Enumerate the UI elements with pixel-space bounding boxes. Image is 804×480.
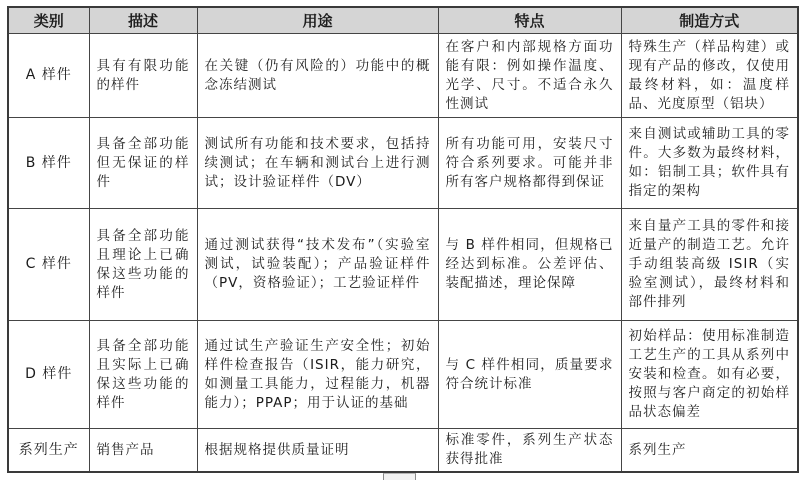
column-header-category: 类别 xyxy=(8,7,89,34)
cell-usage: 在关键（仍有风险的）功能中的概念冻结测试 xyxy=(197,34,438,118)
cell-description: 销售产品 xyxy=(89,429,197,473)
cell-manufacturing: 来自测试或辅助工具的零件。大多数为最终材料，如：铝制工具；软件具有指定的架构 xyxy=(621,118,798,209)
cell-usage: 根据规格提供质量证明 xyxy=(197,429,438,473)
cell-description: 具备全部功能且实际上已确保这些功能的样件 xyxy=(89,321,197,429)
cell-features: 与 B 样件相同，但规格已经达到标准。公差评估、装配描述，理论保障 xyxy=(438,209,621,321)
table-row-a-sample xyxy=(8,34,798,118)
table-row-b-sample xyxy=(8,118,798,209)
column-header-features: 特点 xyxy=(438,7,621,34)
cell-usage: 测试所有功能和技术要求，包括持续测试；在车辆和测试台上进行测试；设计验证样件（DV） xyxy=(197,118,438,209)
cell-category: 系列生产 xyxy=(8,429,89,473)
cell-manufacturing: 初始样品：使用标准制造工艺生产的工具从系列中安装和检查。如有必要，按照与客户商定的初始样品状态偏差 xyxy=(621,321,798,429)
cell-features: 与 C 样件相同，质量要求符合统计标准 xyxy=(438,321,621,429)
cell-manufacturing: 系列生产 xyxy=(621,429,798,473)
cell-features: 在客户和内部规格方面功能有限：例如操作温度、光学、尺寸。不适合永久性测试 xyxy=(438,34,621,118)
table-row-c-sample xyxy=(8,209,798,321)
cell-description: 具备全部功能且理论上已确保这些功能的样件 xyxy=(89,209,197,321)
sample-phases-table xyxy=(7,6,799,473)
cell-category: B 样件 xyxy=(8,118,89,209)
cell-category: C 样件 xyxy=(8,209,89,321)
cell-category: D 样件 xyxy=(8,321,89,429)
cell-category: A 样件 xyxy=(8,34,89,118)
cell-usage: 通过测试获得“技术发布”（实验室测试，试验装配）；产品验证样件（PV，资格验证）；工艺验证样件 xyxy=(197,209,438,321)
cropped-element-below-table xyxy=(383,473,416,480)
header-row xyxy=(8,7,798,34)
cell-features: 标准零件，系列生产状态获得批准 xyxy=(438,429,621,473)
table-row-series-production xyxy=(8,429,798,473)
cell-manufacturing: 来自量产工具的零件和接近量产的制造工艺。允许手动组装高级 ISIR（实验室测试），最终材料和部件排列 xyxy=(621,209,798,321)
cell-usage: 通过试生产验证生产安全性；初始样件检查报告（ISIR，能力研究，如测量工具能力，过程能力，机器能力）；PPAP；用于认证的基础 xyxy=(197,321,438,429)
cell-manufacturing: 特殊生产（样品构建）或现有产品的修改，仅使用最终材料，如：温度样品、光度原型（铝块） xyxy=(621,34,798,118)
cell-description: 具备全部功能但无保证的样件 xyxy=(89,118,197,209)
column-header-manufacturing: 制造方式 xyxy=(621,7,798,34)
column-header-usage: 用途 xyxy=(197,7,438,34)
cell-features: 所有功能可用，安装尺寸符合系列要求。可能并非所有客户规格都得到保证 xyxy=(438,118,621,209)
column-header-description: 描述 xyxy=(89,7,197,34)
cell-description: 具有有限功能的样件 xyxy=(89,34,197,118)
table-row-d-sample xyxy=(8,321,798,429)
